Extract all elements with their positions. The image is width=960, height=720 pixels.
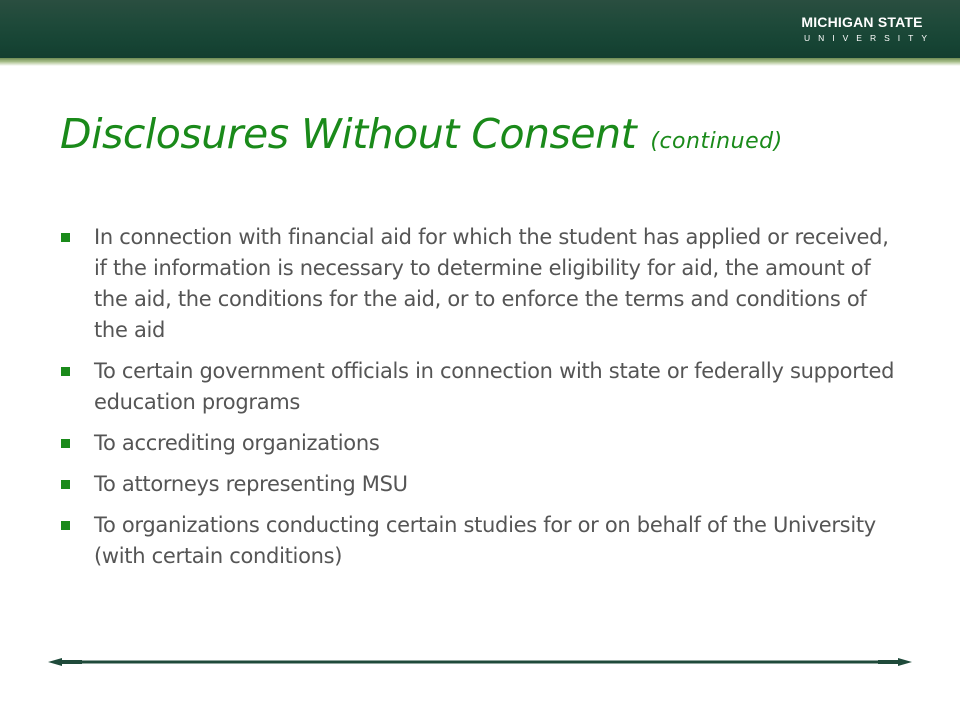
logo-line2: UNIVERSITY (804, 33, 936, 43)
bullet-item (60, 510, 900, 572)
university-logo (796, 14, 936, 44)
divider-left-cap (62, 660, 82, 664)
bullet-item (60, 469, 900, 500)
bullet-text: In connection with financial aid for which the student has applied or received, if the information is necessary to determine eligibility for aid, the amount of the aid, the conditions for the aid, or to enforce the terms and conditions of the aid (94, 225, 889, 342)
footer-divider (48, 652, 912, 672)
divider-right-cap (878, 660, 898, 664)
square-bullet-icon (61, 480, 70, 489)
slide-title (60, 110, 900, 158)
slide-title-main: Disclosures Without Consent (60, 110, 637, 158)
bullet-item (60, 356, 900, 418)
bullet-item (60, 222, 900, 346)
slide-title-suffix: (continued) (650, 129, 783, 154)
divider-left-arrow-icon (48, 658, 62, 666)
square-bullet-icon (61, 439, 70, 448)
bullet-item (60, 428, 900, 459)
bullet-text: To accrediting organizations (94, 431, 380, 455)
bullet-list (60, 222, 900, 582)
square-bullet-icon (61, 521, 70, 530)
bullet-text: To certain government officials in connection with state or federally supported education programs (94, 359, 895, 414)
header-shadow (0, 58, 960, 66)
square-bullet-icon (61, 367, 70, 376)
logo-line1: MICHIGAN STATE (801, 14, 923, 30)
bullet-text: To organizations conducting certain studies for or on behalf of the University (with certain conditions) (94, 513, 876, 568)
square-bullet-icon (61, 233, 70, 242)
bullet-text: To attorneys representing MSU (94, 472, 408, 496)
divider-right-arrow-icon (898, 658, 912, 666)
